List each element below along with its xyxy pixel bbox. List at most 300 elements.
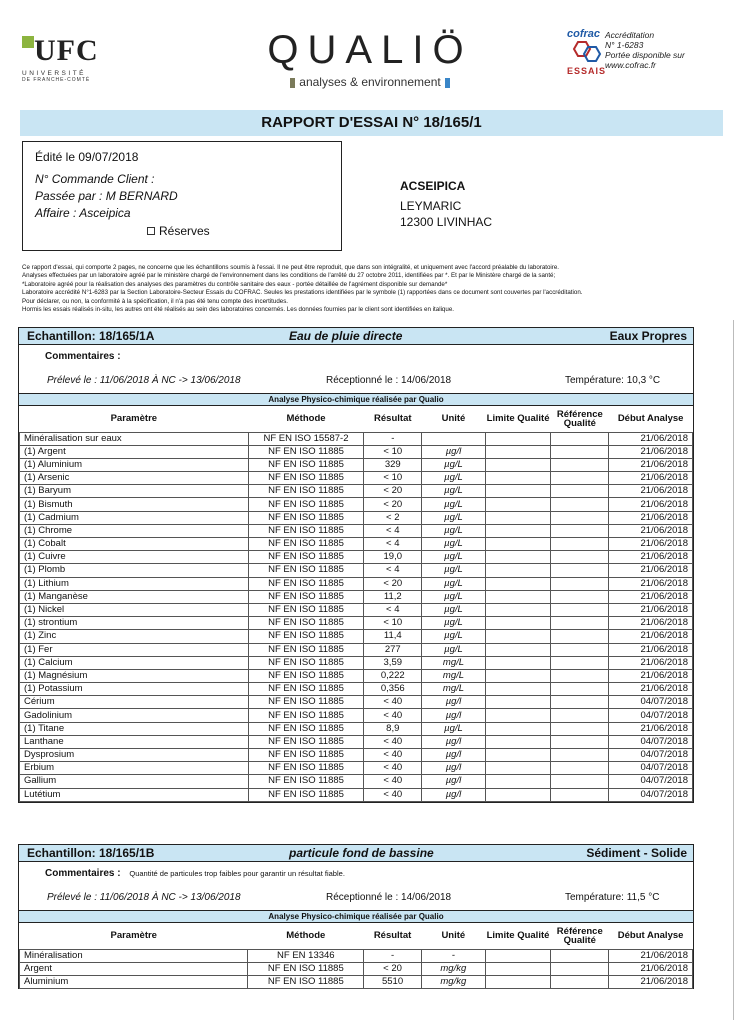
cell-ref: [551, 749, 609, 762]
cell-result: < 40: [364, 762, 422, 775]
cell-unit: -: [421, 949, 485, 962]
report-title: RAPPORT D'ESSAI N° 18/165/1: [261, 114, 482, 131]
cell-unit: µg/L: [422, 722, 486, 735]
cell-limit: [485, 564, 551, 577]
table-row: [20, 975, 693, 988]
column-header-limit: Limite Qualité: [486, 413, 550, 425]
cell-start-date: 21/06/2018: [609, 498, 693, 511]
cell-start-date: 21/06/2018: [609, 432, 693, 445]
cell-result: < 40: [364, 735, 422, 748]
cell-param: Argent: [20, 962, 248, 975]
cell-ref: [551, 656, 609, 669]
cell-param: (1) Potassium: [20, 683, 249, 696]
client-info-box: [22, 141, 342, 251]
cell-result: 0,222: [364, 669, 422, 682]
cell-method: NF EN ISO 11885: [248, 511, 364, 524]
cell-start-date: 21/06/2018: [609, 472, 693, 485]
received-date: Réceptionné le : 14/06/2018: [326, 892, 452, 903]
affair: Affaire : Asceipica: [35, 206, 131, 220]
cell-method: NF EN ISO 11885: [248, 498, 364, 511]
cell-result: -: [364, 432, 422, 445]
cell-unit: µg/l: [422, 788, 486, 801]
cell-limit: [485, 551, 551, 564]
temperature: Température: 10,3 °C: [565, 375, 661, 386]
cell-ref: [551, 445, 609, 458]
address-line-1: LEYMARIC: [400, 199, 462, 213]
cell-start-date: 21/06/2018: [609, 683, 693, 696]
cell-param: (1) Calcium: [20, 656, 249, 669]
table-row: [20, 590, 693, 603]
cell-start-date: 21/06/2018: [609, 564, 693, 577]
cell-limit: [485, 669, 551, 682]
cell-limit: [485, 722, 551, 735]
cell-ref: [551, 617, 609, 630]
cell-param: (1) Cobalt: [20, 538, 249, 551]
cell-result: < 20: [364, 962, 422, 975]
sample-id: Echantillon: 18/165/1B: [27, 846, 155, 860]
table-row: [20, 949, 693, 962]
cell-method: NF EN ISO 11885: [248, 630, 364, 643]
cell-result: < 4: [364, 538, 422, 551]
address-line-2: 12300 LIVINHAC: [400, 215, 493, 229]
comment-value: Quantité de particules trop faibles pour garantir un résultat fiable.: [129, 869, 345, 878]
sample-id: Echantillon: 18/165/1A: [27, 329, 155, 343]
cell-method: NF EN ISO 11885: [248, 472, 364, 485]
cell-unit: µg/l: [422, 775, 486, 788]
table-row: [20, 485, 693, 498]
analysis-title: Analyse Physico-chimique réalisée par Qualio: [19, 393, 693, 406]
cell-unit: µg/L: [422, 472, 486, 485]
cell-unit: µg/L: [422, 577, 486, 590]
cell-method: NF EN ISO 11885: [248, 669, 364, 682]
cell-ref: [551, 683, 609, 696]
received-date: Réceptionné le : 14/06/2018: [326, 375, 452, 386]
cell-result: 11,4: [364, 630, 422, 643]
cell-limit: [485, 762, 551, 775]
cell-result: < 40: [364, 749, 422, 762]
sample-comment: [19, 862, 693, 888]
sample-info: [19, 888, 693, 910]
cell-start-date: 21/06/2018: [609, 577, 693, 590]
cell-method: NF EN ISO 11885: [248, 788, 364, 801]
cell-start-date: 04/07/2018: [609, 735, 693, 748]
cell-param: (1) Plomb: [20, 564, 249, 577]
cell-ref: [551, 538, 609, 551]
tagline-bar-icon: [445, 78, 450, 88]
cell-result: < 20: [364, 498, 422, 511]
table-header-row: [20, 923, 693, 949]
cell-result: 8,9: [364, 722, 422, 735]
cell-start-date: 21/06/2018: [609, 949, 693, 962]
cell-ref: [551, 788, 609, 801]
table-row: [20, 511, 693, 524]
column-header-method: Méthode: [286, 413, 326, 425]
cell-result: < 10: [364, 472, 422, 485]
cell-limit: [485, 458, 551, 471]
cell-result: < 20: [364, 577, 422, 590]
sample-header: [19, 328, 693, 345]
table-row: [20, 722, 693, 735]
table-row: [20, 709, 693, 722]
cell-param: (1) Lithium: [20, 577, 249, 590]
cell-start-date: 21/06/2018: [609, 511, 693, 524]
cell-method: NF EN ISO 11885: [248, 643, 364, 656]
table-row: [20, 749, 693, 762]
cell-unit: µg/L: [422, 458, 486, 471]
table-body: [20, 949, 693, 989]
cell-ref: [551, 696, 609, 709]
cell-ref: [551, 458, 609, 471]
cell-param: Cérium: [20, 696, 249, 709]
client-address: [400, 178, 492, 230]
cell-limit: [485, 962, 551, 975]
table-row: [20, 603, 693, 616]
cell-limit: [485, 603, 551, 616]
comment-label: Commentaires :: [45, 868, 121, 879]
sampled-date: Prélevé le : 11/06/2018 À NC -> 13/06/2018: [47, 892, 241, 903]
cell-ref: [551, 643, 609, 656]
cell-start-date: 21/06/2018: [609, 669, 693, 682]
cell-start-date: 21/06/2018: [609, 962, 693, 975]
cell-start-date: 21/06/2018: [609, 551, 693, 564]
qualio-logo-text: QUALIÖ: [267, 28, 473, 72]
cell-start-date: 21/06/2018: [609, 643, 693, 656]
ufc-logo-text: UFC: [34, 34, 99, 67]
sample-category: Sédiment - Solide: [586, 846, 687, 860]
table-row: [20, 683, 693, 696]
cell-limit: [485, 630, 551, 643]
cell-param: (1) Zinc: [20, 630, 249, 643]
cell-unit: µg/L: [422, 498, 486, 511]
cell-method: NF EN ISO 11885: [248, 683, 364, 696]
column-header-method: Méthode: [286, 930, 326, 942]
cell-unit: µg/l: [422, 709, 486, 722]
cell-start-date: 21/06/2018: [609, 524, 693, 537]
cell-ref: [551, 762, 609, 775]
cell-limit: [485, 656, 551, 669]
cell-param: (1) strontium: [20, 617, 249, 630]
cell-method: NF EN ISO 11885: [248, 975, 364, 988]
cell-start-date: 21/06/2018: [609, 975, 693, 988]
column-header-start: Début Analyse: [617, 413, 684, 425]
cell-ref: [551, 975, 609, 988]
reserves-checkbox[interactable]: [147, 224, 329, 238]
sample-type: Eau de pluie directe: [289, 329, 403, 343]
ufc-logo: [22, 34, 142, 83]
cell-ref: [551, 669, 609, 682]
tagline-bar-icon: [290, 78, 295, 88]
sample-category: Eaux Propres: [609, 329, 687, 343]
cell-ref: [551, 485, 609, 498]
cell-start-date: 04/07/2018: [609, 788, 693, 801]
cell-limit: [485, 590, 551, 603]
cell-unit: µg/L: [422, 485, 486, 498]
cell-ref: [551, 564, 609, 577]
qualio-tagline: analyses & environnement: [299, 75, 441, 89]
column-header-start: Début Analyse: [617, 930, 684, 942]
column-header-param: Paramètre: [110, 413, 158, 425]
cell-start-date: 04/07/2018: [609, 749, 693, 762]
cofrac-essais-label: ESSAIS: [567, 66, 607, 76]
cell-start-date: 21/06/2018: [609, 538, 693, 551]
column-header-unit: Unité: [441, 930, 466, 942]
cell-param: Lanthane: [20, 735, 249, 748]
table-row: [20, 643, 693, 656]
page-edge-line: [733, 320, 734, 1020]
cell-unit: µg/l: [422, 445, 486, 458]
cofrac-logo: [563, 28, 743, 88]
sample-info: [19, 371, 693, 393]
table-row: [20, 669, 693, 682]
sample-block: [18, 327, 694, 803]
cell-ref: [551, 775, 609, 788]
table-row: [20, 617, 693, 630]
column-header-result: Résultat: [373, 930, 412, 942]
cell-method: NF EN ISO 11885: [248, 617, 364, 630]
cell-result: < 10: [364, 617, 422, 630]
cell-ref: [551, 432, 609, 445]
cell-method: NF EN ISO 11885: [248, 749, 364, 762]
cell-ref: [551, 603, 609, 616]
cell-limit: [485, 788, 551, 801]
ufc-subtitle: UNIVERSITÉ: [22, 70, 87, 77]
cell-method: NF EN ISO 11885: [248, 458, 364, 471]
column-header-ref: Référence Qualité: [556, 925, 603, 946]
cell-param: (1) Fer: [20, 643, 249, 656]
table-body: [20, 432, 693, 801]
table-row: [20, 788, 693, 801]
column-header-unit: Unité: [441, 413, 466, 425]
cell-result: 277: [364, 643, 422, 656]
cell-param: Dysprosium: [20, 749, 249, 762]
table-row: [20, 498, 693, 511]
cell-limit: [485, 709, 551, 722]
cell-param: (1) Magnésium: [20, 669, 249, 682]
cell-param: (1) Baryum: [20, 485, 249, 498]
cell-param: (1) Cuivre: [20, 551, 249, 564]
cell-method: NF EN ISO 11885: [248, 696, 364, 709]
cell-result: 3,59: [364, 656, 422, 669]
cell-result: < 40: [364, 709, 422, 722]
cell-method: NF EN ISO 11885: [248, 962, 364, 975]
cell-ref: [551, 551, 609, 564]
cell-param: Minéralisation: [20, 949, 248, 962]
cell-result: < 4: [364, 564, 422, 577]
cell-ref: [551, 577, 609, 590]
cell-param: (1) Aluminium: [20, 458, 249, 471]
cell-result: < 4: [364, 603, 422, 616]
cell-start-date: 21/06/2018: [609, 445, 693, 458]
cell-limit: [485, 472, 551, 485]
cell-start-date: 21/06/2018: [609, 617, 693, 630]
cell-unit: mg/L: [422, 683, 486, 696]
cell-limit: [485, 949, 551, 962]
cell-method: NF EN ISO 11885: [248, 735, 364, 748]
cell-method: NF EN ISO 11885: [248, 538, 364, 551]
cell-start-date: 21/06/2018: [609, 603, 693, 616]
cell-result: < 4: [364, 524, 422, 537]
cell-method: NF EN ISO 11885: [248, 577, 364, 590]
cell-method: NF EN 13346: [248, 949, 364, 962]
cell-param: (1) Argent: [20, 445, 249, 458]
cell-limit: [485, 696, 551, 709]
cell-unit: mg/L: [422, 669, 486, 682]
cell-unit: µg/l: [422, 762, 486, 775]
cell-unit: µg/L: [422, 524, 486, 537]
cell-unit: µg/l: [422, 696, 486, 709]
cell-method: NF EN ISO 11885: [248, 656, 364, 669]
cell-unit: [422, 432, 486, 445]
table-row: [20, 564, 693, 577]
cell-param: (1) Titane: [20, 722, 249, 735]
cell-method: NF EN ISO 11885: [248, 445, 364, 458]
cell-unit: µg/L: [422, 538, 486, 551]
table-row: [20, 577, 693, 590]
table-row: [20, 630, 693, 643]
cell-result: < 40: [364, 696, 422, 709]
table-row: [20, 524, 693, 537]
cell-ref: [551, 949, 609, 962]
sample-comment: [19, 345, 693, 371]
edited-date: Édité le 09/07/2018: [35, 150, 139, 164]
cell-param: (1) Nickel: [20, 603, 249, 616]
cell-param: Gallium: [20, 775, 249, 788]
cell-result: < 40: [364, 775, 422, 788]
column-header-param: Paramètre: [110, 930, 157, 942]
cell-result: < 40: [364, 788, 422, 801]
cell-method: NF EN ISO 11885: [248, 722, 364, 735]
sample-type: particule fond de bassine: [289, 846, 434, 860]
cell-param: Gadolinium: [20, 709, 249, 722]
cell-limit: [485, 432, 551, 445]
cell-param: (1) Cadmium: [20, 511, 249, 524]
cell-limit: [485, 683, 551, 696]
column-header-limit: Limite Qualité: [486, 930, 550, 942]
cell-param: Aluminium: [20, 975, 248, 988]
table-row: [20, 472, 693, 485]
reserves-label: Réserves: [159, 224, 210, 238]
cell-start-date: 21/06/2018: [609, 630, 693, 643]
ufc-subtitle-2: DE FRANCHE-COMTÉ: [22, 77, 91, 83]
cell-param: (1) Bismuth: [20, 498, 249, 511]
table-row: [20, 696, 693, 709]
cell-result: 19,0: [364, 551, 422, 564]
cell-unit: µg/L: [422, 643, 486, 656]
table-row: [20, 656, 693, 669]
cell-unit: µg/L: [422, 511, 486, 524]
cell-limit: [485, 577, 551, 590]
cell-ref: [551, 709, 609, 722]
cell-method: NF EN ISO 11885: [248, 762, 364, 775]
cell-unit: µg/L: [422, 551, 486, 564]
cell-start-date: 04/07/2018: [609, 696, 693, 709]
cell-unit: mg/L: [422, 656, 486, 669]
table-row: [20, 445, 693, 458]
cell-start-date: 21/06/2018: [609, 722, 693, 735]
cell-start-date: 04/07/2018: [609, 709, 693, 722]
cell-ref: [551, 630, 609, 643]
cell-limit: [485, 485, 551, 498]
cell-ref: [551, 511, 609, 524]
cell-result: 5510: [364, 975, 422, 988]
cell-unit: µg/l: [422, 735, 486, 748]
cell-unit: µg/L: [422, 630, 486, 643]
cell-limit: [485, 643, 551, 656]
cell-method: NF EN ISO 11885: [248, 551, 364, 564]
cell-unit: µg/L: [422, 603, 486, 616]
cell-method: NF EN ISO 11885: [248, 775, 364, 788]
cell-limit: [485, 538, 551, 551]
cell-result: < 20: [364, 485, 422, 498]
temperature: Température: 11,5 °C: [565, 892, 660, 903]
cell-method: NF EN ISO 11885: [248, 564, 364, 577]
cell-unit: µg/L: [422, 617, 486, 630]
cell-param: (1) Chrome: [20, 524, 249, 537]
cell-result: 11,2: [364, 590, 422, 603]
sample-header: [19, 845, 693, 862]
results-table: [19, 406, 693, 802]
cell-start-date: 04/07/2018: [609, 762, 693, 775]
cell-limit: [485, 524, 551, 537]
cell-method: NF EN ISO 11885: [248, 590, 364, 603]
column-header-result: Résultat: [374, 413, 412, 425]
table-row: [20, 458, 693, 471]
sample-block: [18, 844, 694, 989]
cell-unit: µg/L: [422, 590, 486, 603]
cell-unit: µg/l: [422, 749, 486, 762]
cell-ref: [551, 524, 609, 537]
ufc-square-icon: [22, 36, 34, 48]
qualio-logo: [255, 28, 485, 89]
cell-method: NF EN ISO 11885: [248, 524, 364, 537]
table-row: [20, 432, 693, 445]
cell-start-date: 21/06/2018: [609, 458, 693, 471]
cell-unit: mg/kg: [421, 962, 485, 975]
cell-result: 0,356: [364, 683, 422, 696]
cell-start-date: 21/06/2018: [609, 590, 693, 603]
cell-method: NF EN ISO 11885: [248, 485, 364, 498]
table-row: [20, 962, 693, 975]
cell-unit: mg/kg: [421, 975, 485, 988]
cell-ref: [551, 962, 609, 975]
cell-method: NF EN ISO 15587-2: [248, 432, 364, 445]
cofrac-logo-text: cofrac: [567, 28, 601, 40]
cofrac-hexagon-icon: [569, 41, 603, 63]
cell-limit: [485, 975, 551, 988]
disclaimer-text: Ce rapport d'essai, qui comporte 2 pages, ne concerne que les échantillons soumis à l'essai. Il ne peut être reproduit, que dans son intégralité, et uniquement avec l'accord préalable du laboratoire. Analyses effectuées par un laboratoire agréé par le ministère chargé de l'environnement dans les conditions de l'arrêté du 27 octobre 2011, identifiées par *. Et par le Ministère chargé de la santé; *Laboratoire agréé pour la réalisation des analyses des paramètres du contrôle sanitaire des eaux - portée détaillée de l'agrément disponible sur demande* Laboratoire accrédité N°1-6283 par la Section Laboratoire-Secteur Essais du COFRAC. Seules les prestations identifiées par le symbole (1) rapportées dans ce document sont couvertes par l'accréditation. Pour déclarer, ou non, la conformité à la spécification, il n'a pas été tenu compte des incertitudes. Hormis les essais réalisés in-situ, les autres ont été réalisés au sein des laboratoires concernés. Les données fournies par le client sont identifiées en italique.: [22, 264, 583, 314]
cell-limit: [485, 735, 551, 748]
analysis-title: Analyse Physico-chimique réalisée par Qualio: [19, 910, 693, 923]
cell-param: Erbium: [20, 762, 249, 775]
table-row: [20, 735, 693, 748]
table-row: [20, 551, 693, 564]
cell-method: NF EN ISO 11885: [248, 603, 364, 616]
cell-ref: [551, 735, 609, 748]
cell-start-date: 04/07/2018: [609, 775, 693, 788]
report-title-bar: [20, 110, 723, 136]
column-header-ref: Référence Qualité: [556, 408, 603, 429]
cell-param: Minéralisation sur eaux: [20, 432, 249, 445]
comment-label: Commentaires :: [45, 351, 121, 362]
table-row: [20, 775, 693, 788]
cell-unit: µg/L: [422, 564, 486, 577]
cell-start-date: 21/06/2018: [609, 656, 693, 669]
cell-param: Lutétium: [20, 788, 249, 801]
cell-method: NF EN ISO 11885: [248, 709, 364, 722]
cell-start-date: 21/06/2018: [609, 485, 693, 498]
sampled-date: Prélevé le : 11/06/2018 À NC -> 13/06/2018: [47, 375, 241, 386]
checkbox-icon: [147, 227, 155, 235]
